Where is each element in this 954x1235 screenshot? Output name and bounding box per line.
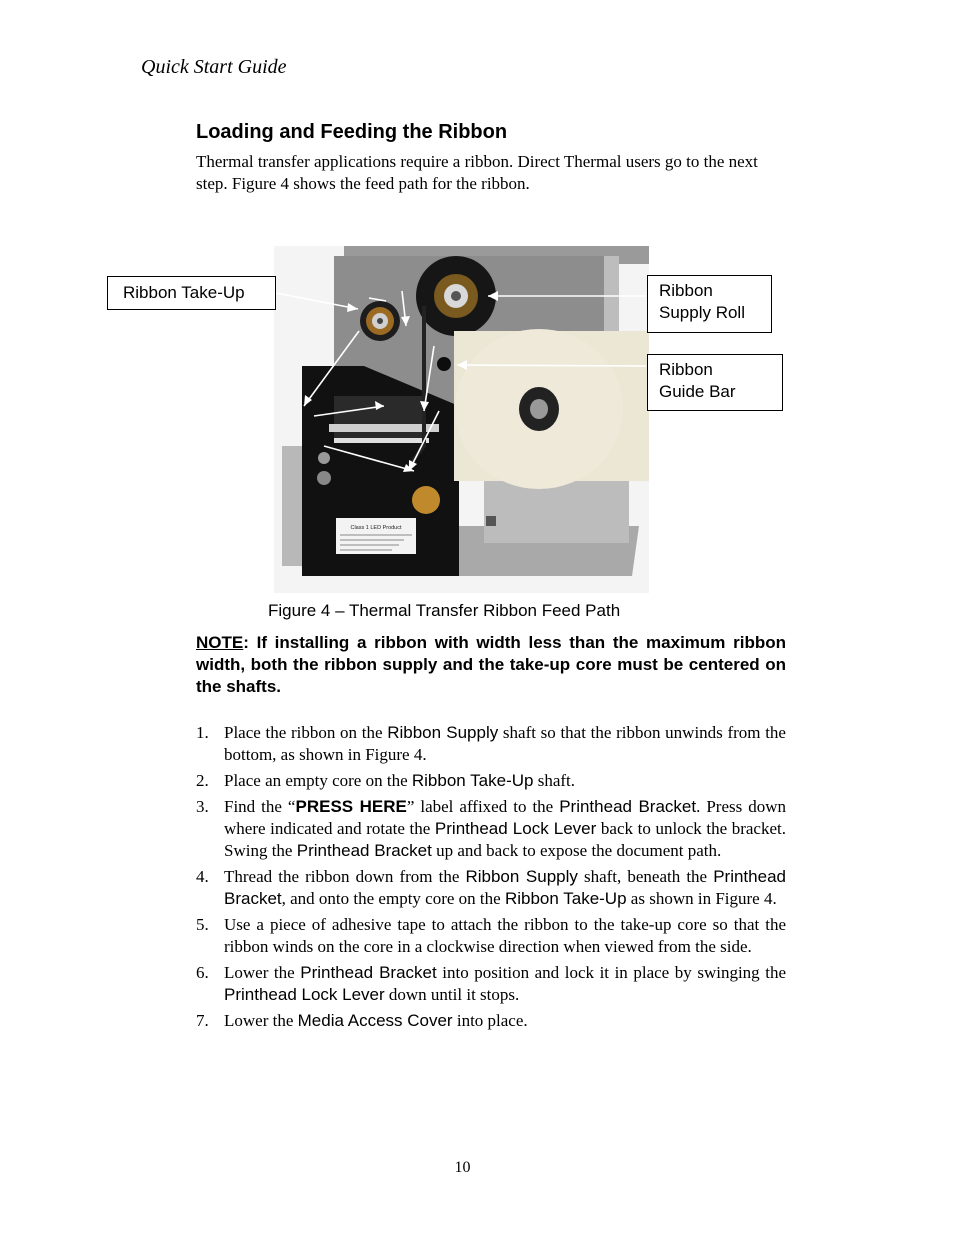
- step-number: 1.: [196, 723, 209, 742]
- step-text: . Press down where indicated and rotate the: [224, 797, 786, 838]
- step-text: shaft.: [533, 771, 576, 790]
- ui-term: Ribbon Take-Up: [504, 889, 627, 908]
- step-text: back to unlock the bracket. Swing the: [224, 819, 787, 860]
- callout-guide-line1: Ribbon: [659, 360, 713, 379]
- step-number: 3.: [196, 797, 209, 816]
- step-text: into place.: [452, 1011, 528, 1030]
- ui-term: Printhead Bracket: [224, 867, 786, 908]
- ui-term: Ribbon Supply: [465, 867, 578, 886]
- step-text: Use a piece of adhesive tape to attach the ribbon to the take-up core so that the ribbon winds on the core in a clockwise direction when viewed from the side.: [224, 915, 786, 956]
- steps-list: [196, 722, 786, 1036]
- step-number: 7.: [196, 1011, 209, 1030]
- ui-term: Printhead Bracket: [296, 841, 432, 860]
- step-text: Thread the ribbon down from the: [224, 867, 466, 886]
- callout-supply-line2: Supply Roll: [659, 303, 745, 322]
- ui-term: Printhead Bracket: [300, 963, 437, 982]
- printer-photo: [274, 246, 649, 593]
- list-item: [196, 796, 786, 862]
- lock-knob: [412, 486, 440, 514]
- step-text: down until it stops.: [384, 985, 520, 1004]
- step-text: Place an empty core on the: [224, 771, 412, 790]
- note-label: NOTE: [196, 633, 244, 652]
- step-text: up and back to expose the document path.: [431, 841, 722, 860]
- step-text: , and onto the empty core on the: [281, 889, 505, 908]
- step-text: Lower the: [224, 963, 301, 982]
- page-number: 10: [454, 1159, 471, 1176]
- label-term: PRESS HERE: [295, 797, 407, 816]
- base-housing: [484, 478, 629, 543]
- ui-term: Printhead Bracket: [559, 797, 697, 816]
- step-text: shaft, beneath the: [577, 867, 714, 886]
- step-text: Place the ribbon on the: [224, 723, 388, 742]
- figure-caption: Figure 4 – Thermal Transfer Ribbon Feed Path: [268, 601, 621, 620]
- note-text: : If installing a ribbon with width less than the maximum ribbon width, both the ribbon supply and the take-up core must be centered on the shafts.: [196, 633, 786, 696]
- list-item: [196, 962, 786, 1006]
- running-header: Quick Start Guide: [141, 56, 287, 78]
- callout-ribbon-guide-bar: [647, 354, 783, 411]
- note-paragraph: [196, 632, 786, 698]
- step-text: Find the “: [224, 797, 296, 816]
- callout-supply-line1: Ribbon: [659, 281, 713, 300]
- section-title: Loading and Feeding the Ribbon: [196, 121, 508, 143]
- list-item: [196, 866, 786, 910]
- ui-term: Printhead Lock Lever: [224, 985, 385, 1004]
- callout-guide-line2: Guide Bar: [659, 382, 736, 401]
- side-panel: [282, 446, 304, 566]
- led-label-text: Class 1 LED Product: [350, 525, 402, 531]
- ui-term: Ribbon Supply: [387, 723, 499, 742]
- list-item: [196, 722, 786, 766]
- list-item: [196, 770, 786, 792]
- step-text: shaft so that the ribbon unwinds from the bottom, as shown in Figure 4.: [224, 723, 786, 764]
- ui-term: Ribbon Take-Up: [411, 771, 534, 790]
- step-number: 4.: [196, 867, 209, 886]
- led-label: [336, 518, 416, 554]
- step-text: Lower the: [224, 1011, 298, 1030]
- step-number: 5.: [196, 915, 209, 934]
- step-number: 6.: [196, 963, 209, 982]
- step-text: as shown in Figure 4.: [626, 889, 777, 908]
- intro-paragraph: Thermal transfer applications require a ribbon. Direct Thermal users go to the next step. Figure 4 shows the feed path for the ribbon.: [196, 152, 758, 193]
- ribbon-guide-bar: [437, 357, 451, 371]
- callout-take-up-label: Ribbon Take-Up: [123, 283, 245, 302]
- ui-term: Media Access Cover: [297, 1011, 453, 1030]
- ui-term: Printhead Lock Lever: [434, 819, 597, 838]
- step-text: into position and lock it in place by swinging the: [436, 963, 787, 982]
- step-number: 2.: [196, 771, 209, 790]
- list-item: [196, 914, 786, 958]
- callout-ribbon-supply-roll: [647, 275, 772, 333]
- callout-ribbon-take-up: [107, 276, 276, 310]
- list-item: [196, 1010, 786, 1032]
- step-text: ” label affixed to the: [406, 797, 560, 816]
